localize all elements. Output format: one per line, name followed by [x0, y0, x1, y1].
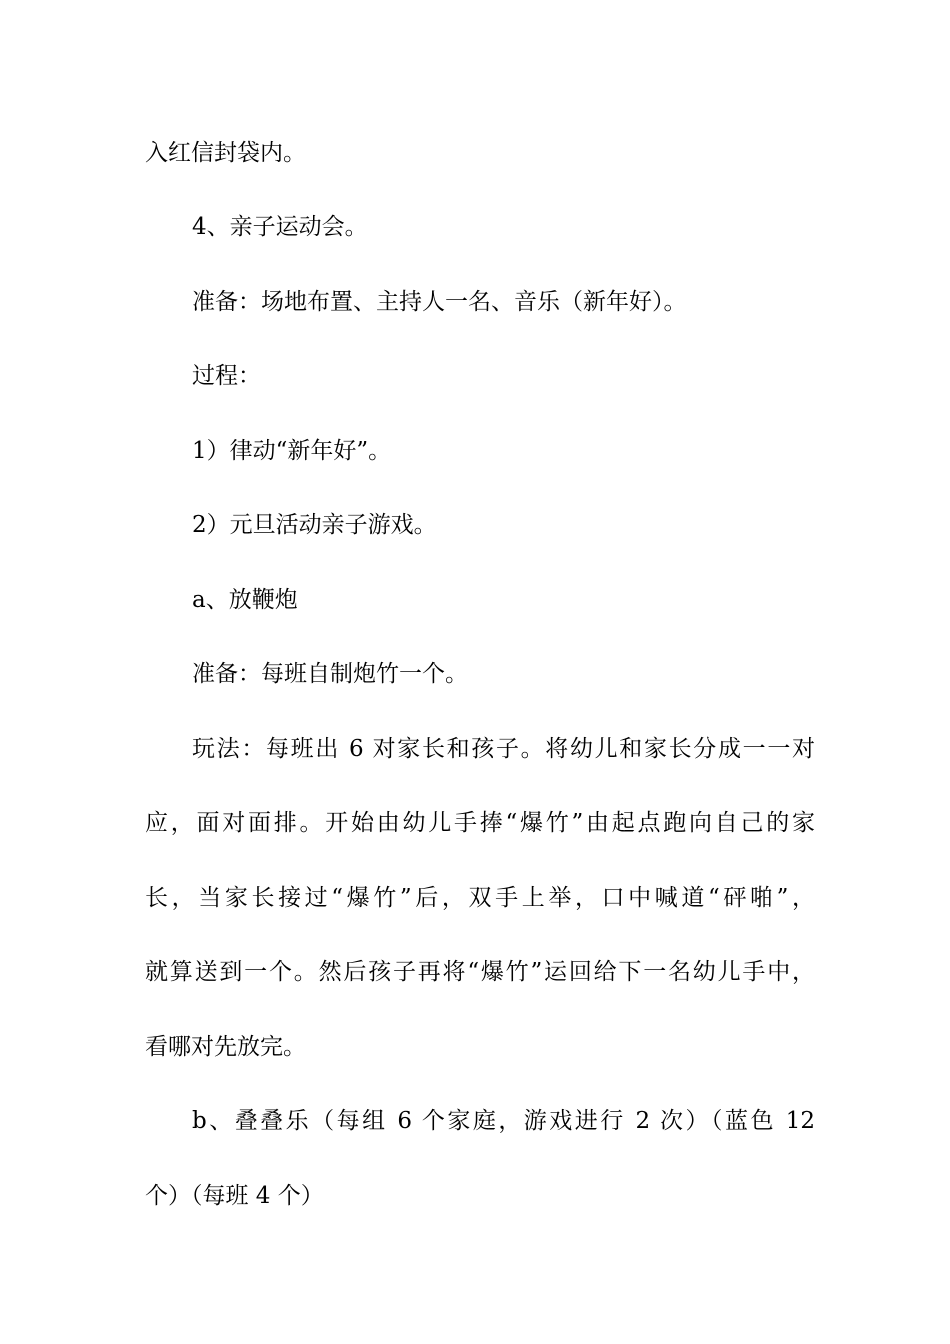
game-a-title: a、放鞭炮 — [192, 587, 298, 613]
game-a-preparation: 准备：每班自制炮竹一个。 — [192, 661, 468, 687]
process-label: 过程： — [192, 363, 261, 389]
game-a-rules-line-2: 应，面对面排。开始由幼儿手捧“爆竹”由起点跑向自己的家 — [145, 810, 815, 836]
game-a-rules-line-4: 就算送到一个。然后孩子再将“爆竹”运回给下一名幼儿手中， — [145, 959, 815, 985]
game-b-title-line-1: b、叠叠乐（每组 6 个家庭，游戏进行 2 次）（蓝色 12 — [192, 1108, 815, 1134]
game-a-rules-line-3: 长，当家长接过“爆竹”后，双手上举，口中喊道“砰啪”， — [145, 885, 815, 911]
game-a-rules-line-5: 看哪对先放完。 — [145, 1034, 306, 1060]
section-heading-sports-meet: 4、亲子运动会。 — [192, 214, 368, 240]
game-b-title-line-2: 个）（每班 4 个） — [145, 1183, 324, 1209]
preparation-line: 准备：场地布置、主持人一名、音乐（新年好）。 — [192, 289, 687, 315]
game-a-rules-line-1: 玩法：每班出 6 对家长和孩子。将幼儿和家长分成一一对 — [192, 736, 815, 762]
list-item-1: 1）律动“新年好”。 — [192, 438, 392, 464]
paragraph-continuation: 入红信封袋内。 — [145, 140, 306, 166]
list-item-2: 2）元旦活动亲子游戏。 — [192, 512, 437, 538]
